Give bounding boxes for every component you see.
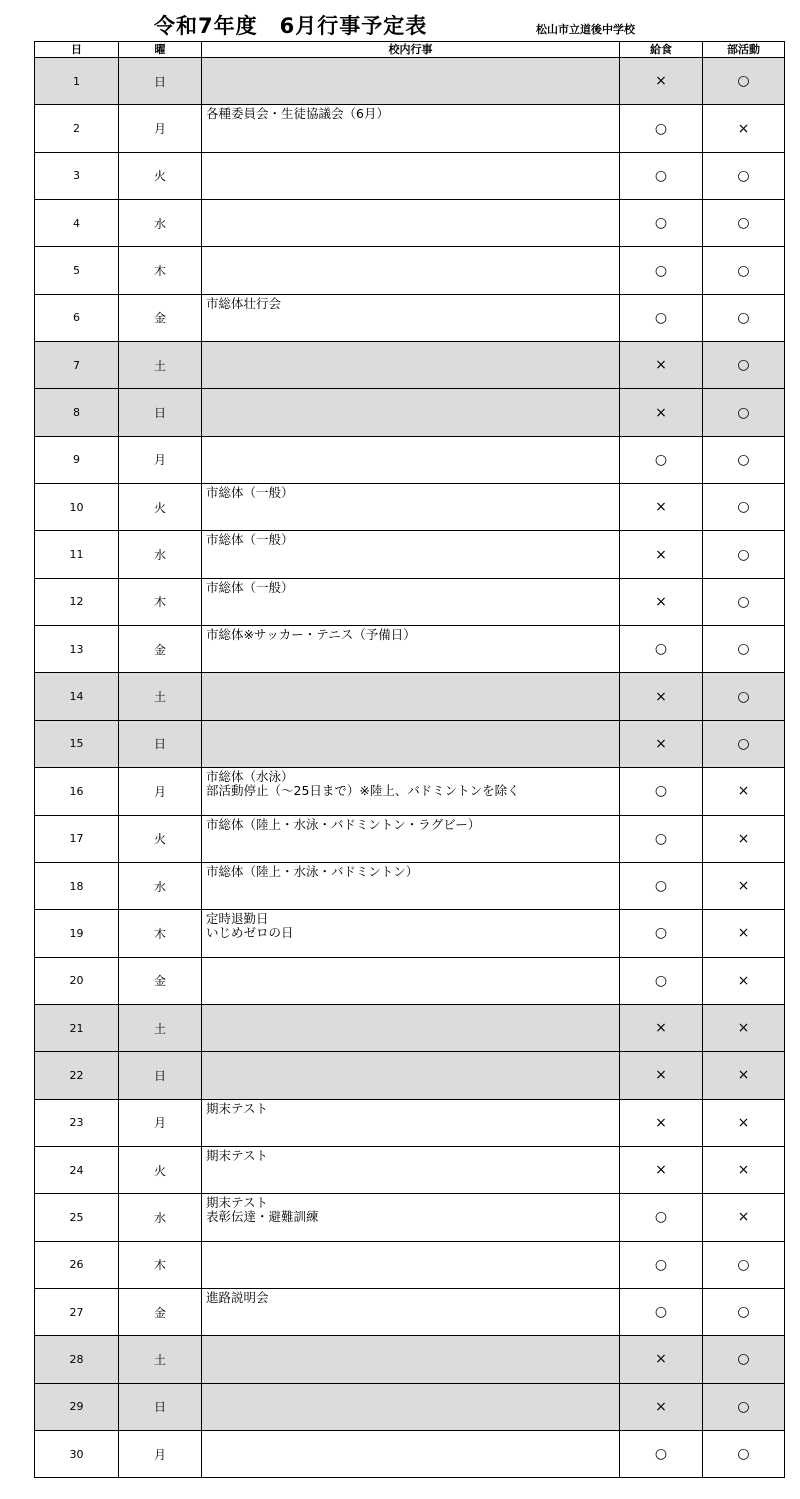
- lunch-cell: ○: [620, 152, 703, 199]
- club-cell: ○: [703, 626, 785, 673]
- table-row: [35, 910, 785, 957]
- event-cell: 市総体壮行会: [202, 294, 620, 341]
- table-row: [35, 1430, 785, 1477]
- lunch-cell: ○: [620, 105, 703, 152]
- lunch-cell: ×: [620, 389, 703, 436]
- event-cell: 市総体※サッカー・テニス（予備日）: [202, 626, 620, 673]
- day-cell: 3: [35, 152, 119, 199]
- column-header-lunch: 給食: [620, 42, 703, 58]
- weekday-cell: 水: [119, 531, 202, 578]
- day-cell: 19: [35, 910, 119, 957]
- day-cell: 16: [35, 768, 119, 815]
- club-cell: ×: [703, 1146, 785, 1193]
- event-cell: 定時退勤日 いじめゼロの日: [202, 910, 620, 957]
- table-row: [35, 626, 785, 673]
- day-cell: 25: [35, 1194, 119, 1241]
- club-cell: ○: [703, 578, 785, 625]
- weekday-cell: 水: [119, 862, 202, 909]
- table-row: [35, 768, 785, 815]
- event-cell: [202, 342, 620, 389]
- event-cell: 市総体（一般）: [202, 484, 620, 531]
- club-cell: ×: [703, 910, 785, 957]
- table-row: [35, 1146, 785, 1193]
- lunch-cell: ×: [620, 720, 703, 767]
- club-cell: ×: [703, 1052, 785, 1099]
- weekday-cell: 水: [119, 200, 202, 247]
- event-cell: 市総体（水泳） 部活動停止（～25日まで）※陸上、バドミントンを除く: [202, 768, 620, 815]
- table-row: [35, 484, 785, 531]
- weekday-cell: 土: [119, 342, 202, 389]
- event-cell: [202, 436, 620, 483]
- weekday-cell: 月: [119, 436, 202, 483]
- event-cell: 期末テスト: [202, 1099, 620, 1146]
- day-cell: 17: [35, 815, 119, 862]
- weekday-cell: 日: [119, 1383, 202, 1430]
- club-cell: ○: [703, 1288, 785, 1335]
- club-cell: ○: [703, 294, 785, 341]
- table-row: [35, 200, 785, 247]
- weekday-cell: 金: [119, 294, 202, 341]
- lunch-cell: ×: [620, 531, 703, 578]
- day-cell: 23: [35, 1099, 119, 1146]
- club-cell: ○: [703, 389, 785, 436]
- event-cell: 期末テスト: [202, 1146, 620, 1193]
- table-row: [35, 578, 785, 625]
- header-row: [35, 42, 785, 58]
- event-cell: 市総体（一般）: [202, 531, 620, 578]
- table-row: [35, 436, 785, 483]
- weekday-cell: 金: [119, 957, 202, 1004]
- club-cell: ○: [703, 436, 785, 483]
- day-cell: 8: [35, 389, 119, 436]
- day-cell: 13: [35, 626, 119, 673]
- event-cell: [202, 1241, 620, 1288]
- weekday-cell: 火: [119, 815, 202, 862]
- day-cell: 15: [35, 720, 119, 767]
- column-header-day: 日: [35, 42, 119, 58]
- weekday-cell: 月: [119, 105, 202, 152]
- event-cell: [202, 1383, 620, 1430]
- day-cell: 12: [35, 578, 119, 625]
- weekday-cell: 日: [119, 720, 202, 767]
- weekday-cell: 金: [119, 626, 202, 673]
- weekday-cell: 日: [119, 389, 202, 436]
- weekday-cell: 日: [119, 1052, 202, 1099]
- event-cell: [202, 673, 620, 720]
- table-row: [35, 389, 785, 436]
- event-cell: 進路説明会: [202, 1288, 620, 1335]
- lunch-cell: ○: [620, 768, 703, 815]
- lunch-cell: ×: [620, 58, 703, 105]
- weekday-cell: 木: [119, 910, 202, 957]
- lunch-cell: ×: [620, 1004, 703, 1051]
- club-cell: ×: [703, 105, 785, 152]
- lunch-cell: ○: [620, 247, 703, 294]
- lunch-cell: ○: [620, 862, 703, 909]
- club-cell: ○: [703, 484, 785, 531]
- weekday-cell: 火: [119, 1146, 202, 1193]
- event-cell: [202, 1004, 620, 1051]
- event-cell: [202, 152, 620, 199]
- weekday-cell: 木: [119, 1241, 202, 1288]
- club-cell: ○: [703, 720, 785, 767]
- day-cell: 28: [35, 1336, 119, 1383]
- weekday-cell: 日: [119, 58, 202, 105]
- column-header-club: 部活動: [703, 42, 785, 58]
- event-cell: [202, 1336, 620, 1383]
- table-row: [35, 1288, 785, 1335]
- event-cell: 市総体（陸上・水泳・バドミントン・ラグビー）: [202, 815, 620, 862]
- event-cell: 市総体（陸上・水泳・バドミントン）: [202, 862, 620, 909]
- table-row: [35, 105, 785, 152]
- event-cell: [202, 720, 620, 767]
- table-row: [35, 673, 785, 720]
- table-row: [35, 1383, 785, 1430]
- club-cell: ○: [703, 247, 785, 294]
- lunch-cell: ×: [620, 1052, 703, 1099]
- weekday-cell: 月: [119, 1430, 202, 1477]
- day-cell: 2: [35, 105, 119, 152]
- day-cell: 20: [35, 957, 119, 1004]
- lunch-cell: ×: [620, 1146, 703, 1193]
- day-cell: 29: [35, 1383, 119, 1430]
- club-cell: ×: [703, 1194, 785, 1241]
- lunch-cell: ×: [620, 484, 703, 531]
- weekday-cell: 金: [119, 1288, 202, 1335]
- lunch-cell: ○: [620, 957, 703, 1004]
- table-row: [35, 957, 785, 1004]
- event-cell: [202, 200, 620, 247]
- event-cell: 各種委員会・生徒協議会（6月）: [202, 105, 620, 152]
- event-cell: [202, 389, 620, 436]
- weekday-cell: 月: [119, 1099, 202, 1146]
- day-cell: 1: [35, 58, 119, 105]
- event-cell: 市総体（一般）: [202, 578, 620, 625]
- schedule-body: [35, 58, 785, 1478]
- club-cell: ○: [703, 531, 785, 578]
- table-row: [35, 1099, 785, 1146]
- weekday-cell: 土: [119, 1004, 202, 1051]
- lunch-cell: ○: [620, 1194, 703, 1241]
- club-cell: ○: [703, 673, 785, 720]
- club-cell: ×: [703, 957, 785, 1004]
- school-name: 松山市立道後中学校: [536, 23, 635, 36]
- day-cell: 9: [35, 436, 119, 483]
- club-cell: ○: [703, 1241, 785, 1288]
- page-title: 令和7年度 6月行事予定表: [154, 14, 428, 38]
- schedule-table: [34, 41, 785, 1478]
- weekday-cell: 木: [119, 247, 202, 294]
- weekday-cell: 土: [119, 673, 202, 720]
- table-row: [35, 1194, 785, 1241]
- table-row: [35, 247, 785, 294]
- table-row: [35, 815, 785, 862]
- column-header-event: 校内行事: [202, 42, 620, 58]
- table-row: [35, 342, 785, 389]
- day-cell: 30: [35, 1430, 119, 1477]
- club-cell: ×: [703, 1004, 785, 1051]
- day-cell: 14: [35, 673, 119, 720]
- lunch-cell: ○: [620, 294, 703, 341]
- club-cell: ×: [703, 1099, 785, 1146]
- weekday-cell: 木: [119, 578, 202, 625]
- event-cell: 期末テスト 表彰伝達・避難訓練: [202, 1194, 620, 1241]
- day-cell: 6: [35, 294, 119, 341]
- day-cell: 26: [35, 1241, 119, 1288]
- lunch-cell: ○: [620, 436, 703, 483]
- day-cell: 21: [35, 1004, 119, 1051]
- table-row: [35, 531, 785, 578]
- club-cell: ○: [703, 1336, 785, 1383]
- day-cell: 24: [35, 1146, 119, 1193]
- table-row: [35, 58, 785, 105]
- weekday-cell: 水: [119, 1194, 202, 1241]
- lunch-cell: ○: [620, 626, 703, 673]
- club-cell: ×: [703, 768, 785, 815]
- day-cell: 5: [35, 247, 119, 294]
- column-header-weekday: 曜: [119, 42, 202, 58]
- event-cell: [202, 1430, 620, 1477]
- club-cell: ×: [703, 815, 785, 862]
- lunch-cell: ○: [620, 815, 703, 862]
- table-row: [35, 294, 785, 341]
- club-cell: ○: [703, 342, 785, 389]
- club-cell: ○: [703, 1430, 785, 1477]
- table-row: [35, 1336, 785, 1383]
- table-row: [35, 862, 785, 909]
- lunch-cell: ○: [620, 200, 703, 247]
- lunch-cell: ×: [620, 673, 703, 720]
- lunch-cell: ×: [620, 342, 703, 389]
- weekday-cell: 土: [119, 1336, 202, 1383]
- day-cell: 4: [35, 200, 119, 247]
- weekday-cell: 火: [119, 484, 202, 531]
- lunch-cell: ×: [620, 1099, 703, 1146]
- day-cell: 27: [35, 1288, 119, 1335]
- table-row: [35, 1004, 785, 1051]
- lunch-cell: ×: [620, 578, 703, 625]
- event-cell: [202, 957, 620, 1004]
- club-cell: ○: [703, 200, 785, 247]
- day-cell: 22: [35, 1052, 119, 1099]
- day-cell: 11: [35, 531, 119, 578]
- club-cell: ○: [703, 152, 785, 199]
- table-row: [35, 152, 785, 199]
- lunch-cell: ×: [620, 1336, 703, 1383]
- lunch-cell: ○: [620, 1288, 703, 1335]
- table-row: [35, 1052, 785, 1099]
- club-cell: ○: [703, 1383, 785, 1430]
- event-cell: [202, 1052, 620, 1099]
- table-row: [35, 1241, 785, 1288]
- day-cell: 10: [35, 484, 119, 531]
- day-cell: 18: [35, 862, 119, 909]
- table-row: [35, 720, 785, 767]
- club-cell: ×: [703, 862, 785, 909]
- weekday-cell: 月: [119, 768, 202, 815]
- club-cell: ○: [703, 58, 785, 105]
- lunch-cell: ○: [620, 910, 703, 957]
- event-cell: [202, 58, 620, 105]
- event-cell: [202, 247, 620, 294]
- lunch-cell: ×: [620, 1383, 703, 1430]
- day-cell: 7: [35, 342, 119, 389]
- lunch-cell: ○: [620, 1430, 703, 1477]
- weekday-cell: 火: [119, 152, 202, 199]
- lunch-cell: ○: [620, 1241, 703, 1288]
